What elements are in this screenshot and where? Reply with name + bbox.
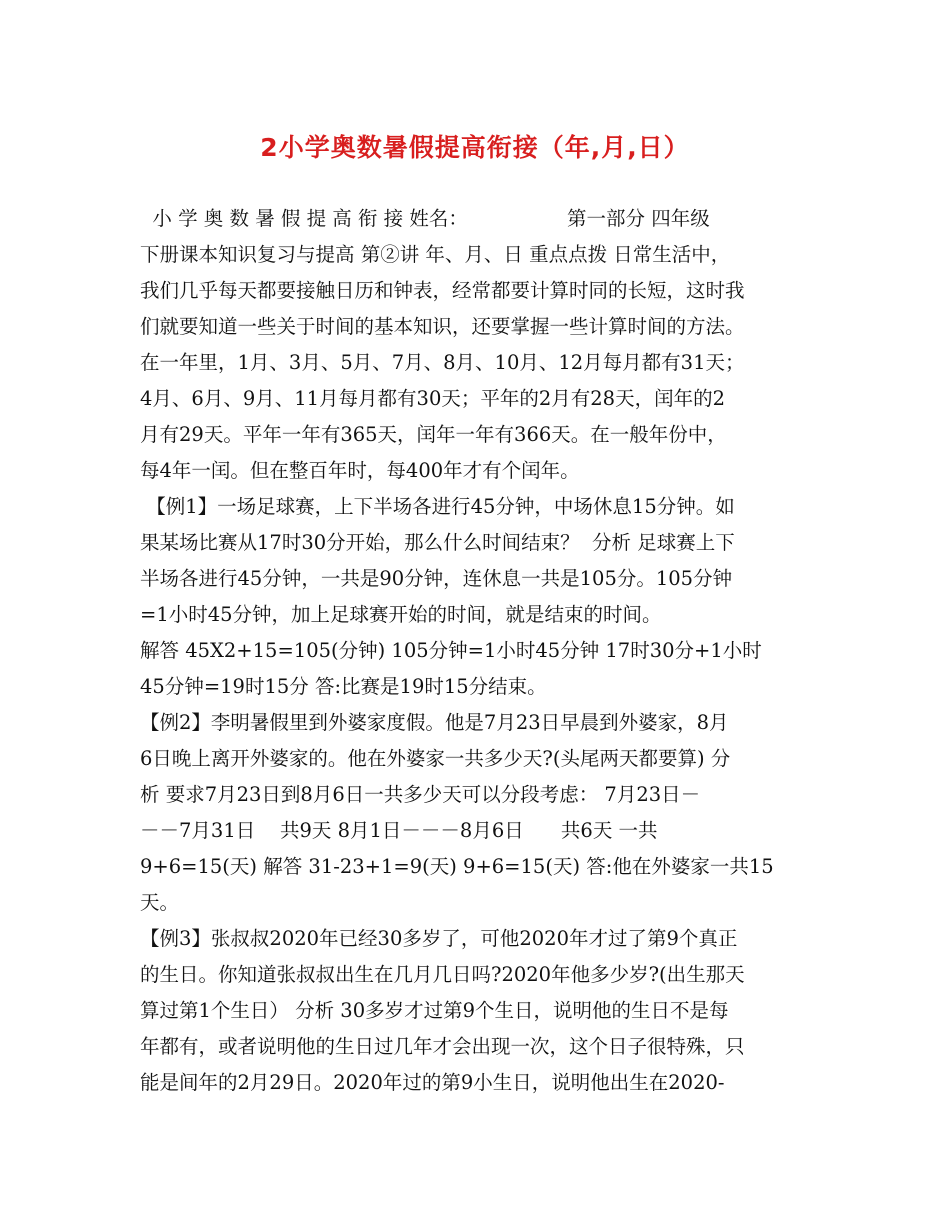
body-line: 每4年一闰。但在整百年时，每400年才有个闰年。	[140, 459, 580, 482]
body-line: =1小时45分钟，加上足球赛开始的时间，就是结束的时间。	[140, 603, 662, 626]
body-line: 析 要求7月23日到8月6日一共多少天可以分段考虑： 7月23日－	[140, 783, 701, 806]
body-line: 小 学 奥 数 暑 假 提 高 衔 接 姓名： 第一部分 四年级	[140, 207, 710, 230]
body-line: 在一年里，1月、3月、5月、7月、8月、10月、12月每月都有31天；	[140, 351, 745, 374]
body-line: 的生日。你知道张叔叔出生在几月几日吗?2020年他多少岁?(出生那天	[140, 963, 745, 986]
body-line: 45分钟=19时15分 答:比赛是19时15分结束。	[140, 675, 547, 698]
body-line: 月有29天。平年一年有365天，闰年一年有366天。在一般年份中，	[140, 423, 727, 446]
body-line: 【例1】一场足球赛，上下半场各进行45分钟，中场休息15分钟。如	[140, 495, 735, 518]
body-line: 天。	[140, 891, 180, 914]
body-line: 们就要知道一些关于时间的基本知识，还要掌握一些计算时间的方法。	[140, 315, 745, 338]
body-line: 解答 45X2+15=105(分钟) 105分钟=1小时45分钟 17时30分+1小时	[140, 639, 762, 662]
body-line: 4月、6月、9月、11月每月都有30天；平年的2月有28天，闰年的2	[140, 387, 725, 410]
body-line: 能是间年的2月29日。2020年过的第9小生日，说明他出生在2020-	[140, 1071, 725, 1094]
body-line: 6日晚上离开外婆家的。他在外婆家一共多少天?(头尾两天都要算) 分	[140, 747, 731, 770]
body-line: －－7月31日 共9天 8月1日－－－8月6日 共6天 一共	[140, 819, 658, 842]
body-line: 果某场比赛从17时30分开始，那么什么时间结束？ 分析 足球赛上下	[140, 531, 735, 554]
body-line: 年都有，或者说明他的生日过几年才会出现一次，这个日子很特殊，只	[140, 1035, 745, 1058]
body-line: 半场各进行45分钟，一共是90分钟，连休息一共是105分。105分钟	[140, 567, 733, 590]
body-line: 下册课本知识复习与提高 第②讲 年、月、日 重点点拨 日常生活中，	[140, 243, 731, 266]
body-line: 【例3】张叔叔2020年已经30多岁了，可他2020年才过了第9个真正	[140, 927, 738, 950]
body-line: 9+6=15(天) 解答 31-23+1=9(天) 9+6=15(天) 答:他在外婆家一共15	[140, 855, 774, 878]
body-line: 我们几乎每天都要接触日历和钟表，经常都要计算时同的长短，这时我	[140, 279, 745, 302]
body-line: 算过第1个生日） 分析 30多岁才过第9个生日，说明他的生日不是每	[140, 999, 729, 1022]
document-title: 2小学奥数暑假提高衔接（年,月,日）	[260, 133, 690, 162]
document-body	[140, 201, 820, 1101]
body-line: 【例2】李明暑假里到外婆家度假。他是7月23日早晨到外婆家，8月	[140, 711, 729, 734]
